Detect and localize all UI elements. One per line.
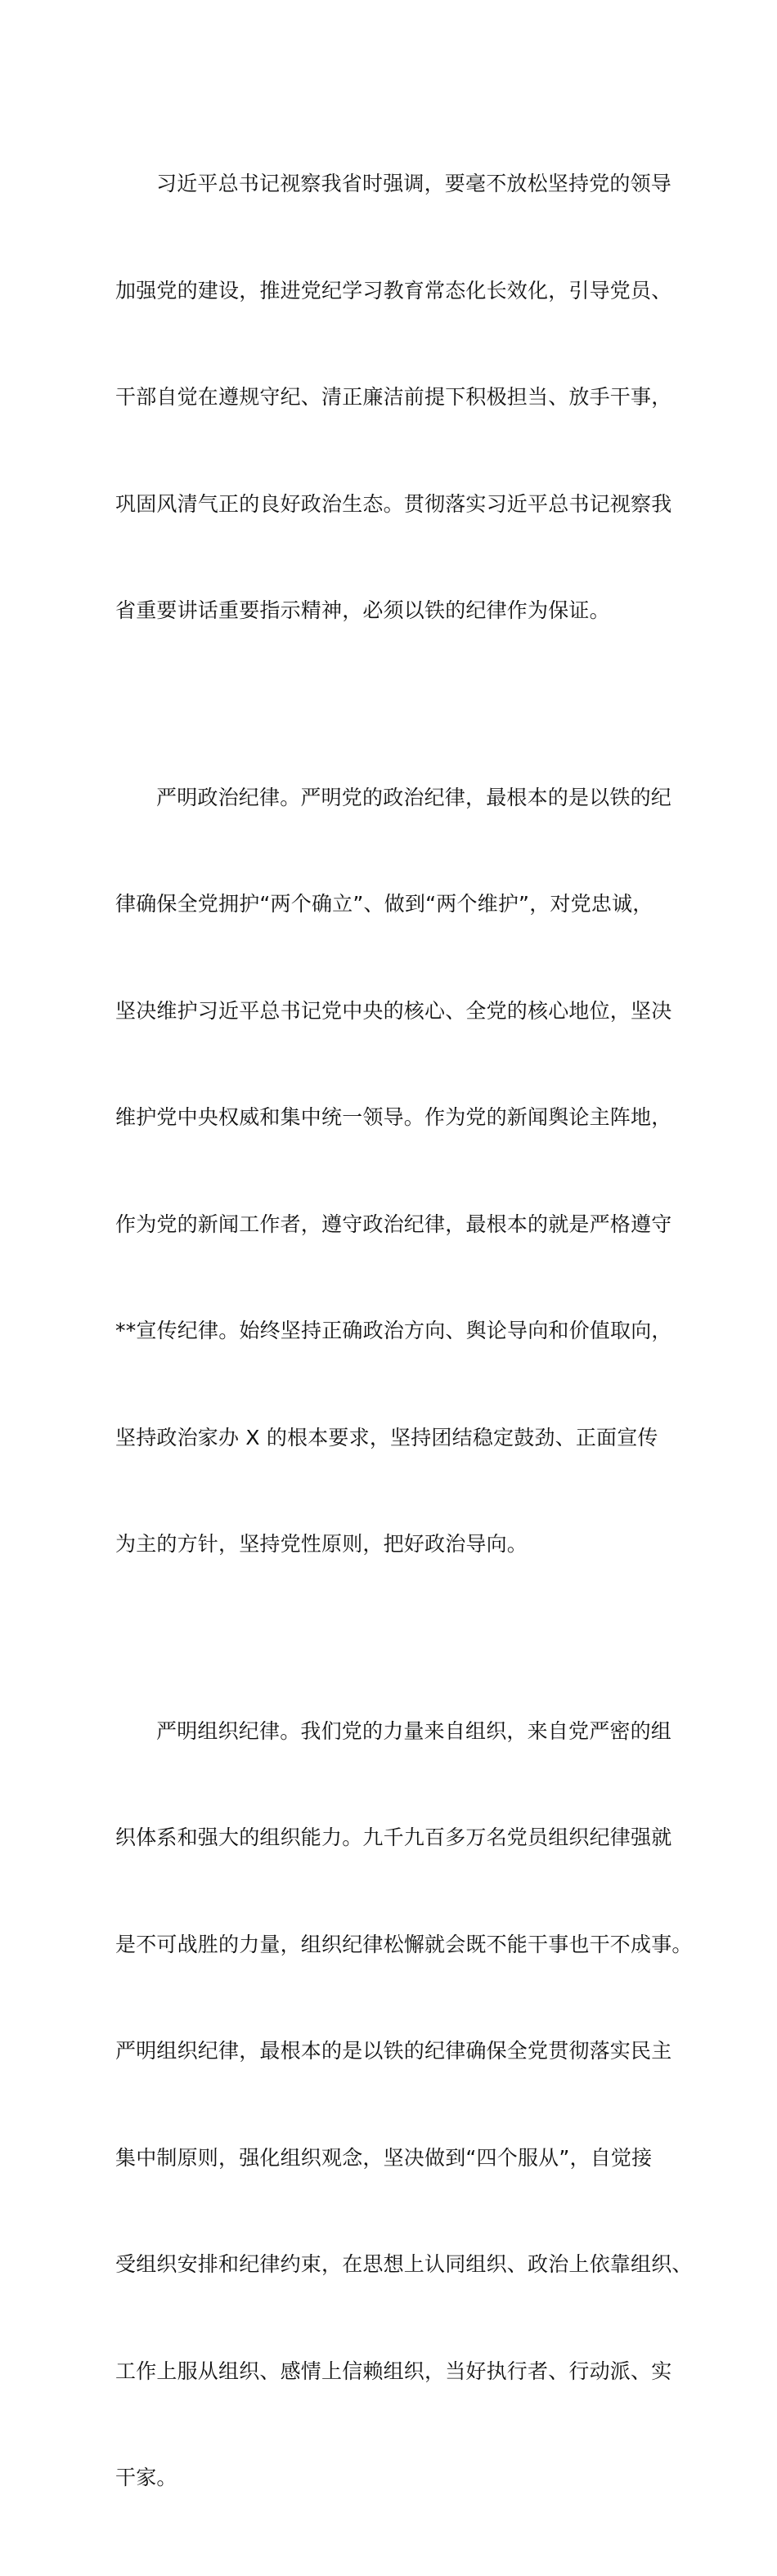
text-line: 织体系和强大的组织能力。九千九百多万名党员组织纪律强就 xyxy=(115,1826,672,1849)
paragraph-1 xyxy=(115,95,671,700)
text-line: 是不可战胜的力量，组织纪律松懈就会既不能干事也干不成事。 xyxy=(115,1932,693,1956)
text-line: 坚决维护习近平总书记党中央的核心、全党的核心地位，坚决 xyxy=(115,998,672,1023)
text-line: 严明组织纪律，最根本的是以铁的纪律确保全党贯彻落实民主 xyxy=(115,2039,672,2063)
text-line: 维护党中央权威和集中统一领导。作为党的新闻舆论主阵地， xyxy=(115,1105,672,1129)
document-body xyxy=(115,95,693,2576)
text-line: 干部自觉在遵规守纪、清正廉洁前提下积极担当、放手干事， xyxy=(115,385,672,409)
paragraph-3 xyxy=(115,1642,693,2567)
text-line: 严明组织纪律。我们党的力量来自组织，来自党严密的组 xyxy=(156,1718,672,1743)
text-line: **宣传纪律。始终坚持正确政治方向、舆论导向和价值取向， xyxy=(115,1319,672,1342)
text-line: 习近平总书记视察我省时强调，要毫不放松坚持党的领导 xyxy=(156,172,672,195)
text-line: 作为党的新闻工作者，遵守政治纪律，最根本的就是严格遵守 xyxy=(115,1212,672,1236)
text-line: 律确保全党拥护“两个确立”、做到“两个维护”，对党忠诚， xyxy=(115,892,653,916)
text-line: 巩固风清气正的良好政治生态。贯彻落实习近平总书记视察我 xyxy=(115,491,672,516)
text-line: 加强党的建设，推进党纪学习教育常态化长效化，引导党员、 xyxy=(115,278,672,302)
text-line: 工作上服从组织、感情上信赖组织，当好执行者、行动派、实 xyxy=(115,2359,672,2383)
text-line: 省重要讲话重要指示精神，必须以铁的纪律作为保证。 xyxy=(115,598,610,622)
text-line: 集中制原则，强化组织观念，坚决做到“四个服从”，自觉接 xyxy=(115,2145,653,2170)
text-line: 为主的方针，坚持党性原则，把好政治导向。 xyxy=(115,1532,528,1556)
text-line: 严明政治纪律。严明党的政治纪律，最根本的是以铁的纪 xyxy=(156,785,672,809)
text-line: 干家。 xyxy=(115,2466,177,2489)
paragraph-2 xyxy=(115,709,671,1633)
text-line: 受组织安排和纪律约束，在思想上认同组织、政治上依靠组织、 xyxy=(115,2252,693,2276)
text-line: 坚持政治家办 X 的根本要求，坚持团结稳定鼓劲、正面宣传 xyxy=(115,1425,658,1449)
